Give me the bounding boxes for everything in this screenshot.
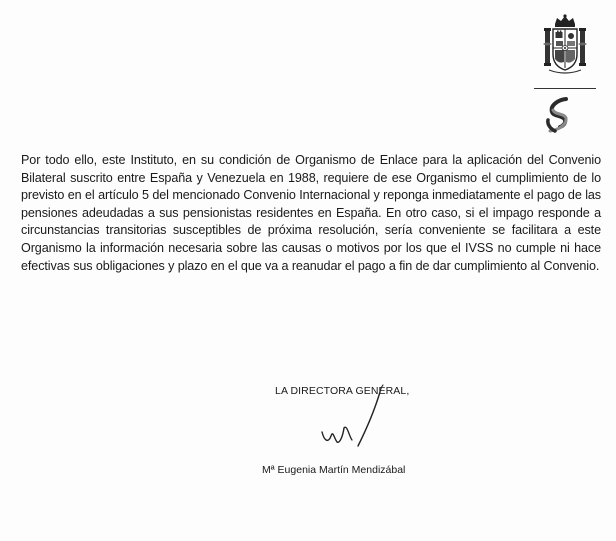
body-paragraph: Por todo ello, este Instituto, en su condición de Organismo de Enlace para la aplicación del Convenio Bilateral suscrito entre España y Venezuela en 1988, requiere de ese Organismo el cumplimiento de lo previsto en el artículo 5 del mencionado Convenio Internacional y reponga inmediatamente el pago de las pensiones adeudadas a sus pensionistas residentes en España. En otro caso, si el impago responde a circunstancias transitorias susceptibles de próxima resolución, sería conveniente se facilitara a este Organismo la información necesaria sobre las causas o motivos por los que el IVSS no cumple ni hace efectivas sus obligaciones y plazo en el que va a reanudar el pago a fin de dar cumplimiento al Convenio. xyxy=(21,153,601,273)
social-security-logo-icon xyxy=(545,96,573,134)
header-divider xyxy=(534,88,596,89)
handwritten-signature xyxy=(300,380,410,460)
signatory-title: LA DIRECTORA GENERAL, xyxy=(275,385,410,397)
signatory-name: Mª Eugenia Martín Mendizábal xyxy=(262,464,406,476)
spain-coat-of-arms-icon xyxy=(543,14,587,76)
